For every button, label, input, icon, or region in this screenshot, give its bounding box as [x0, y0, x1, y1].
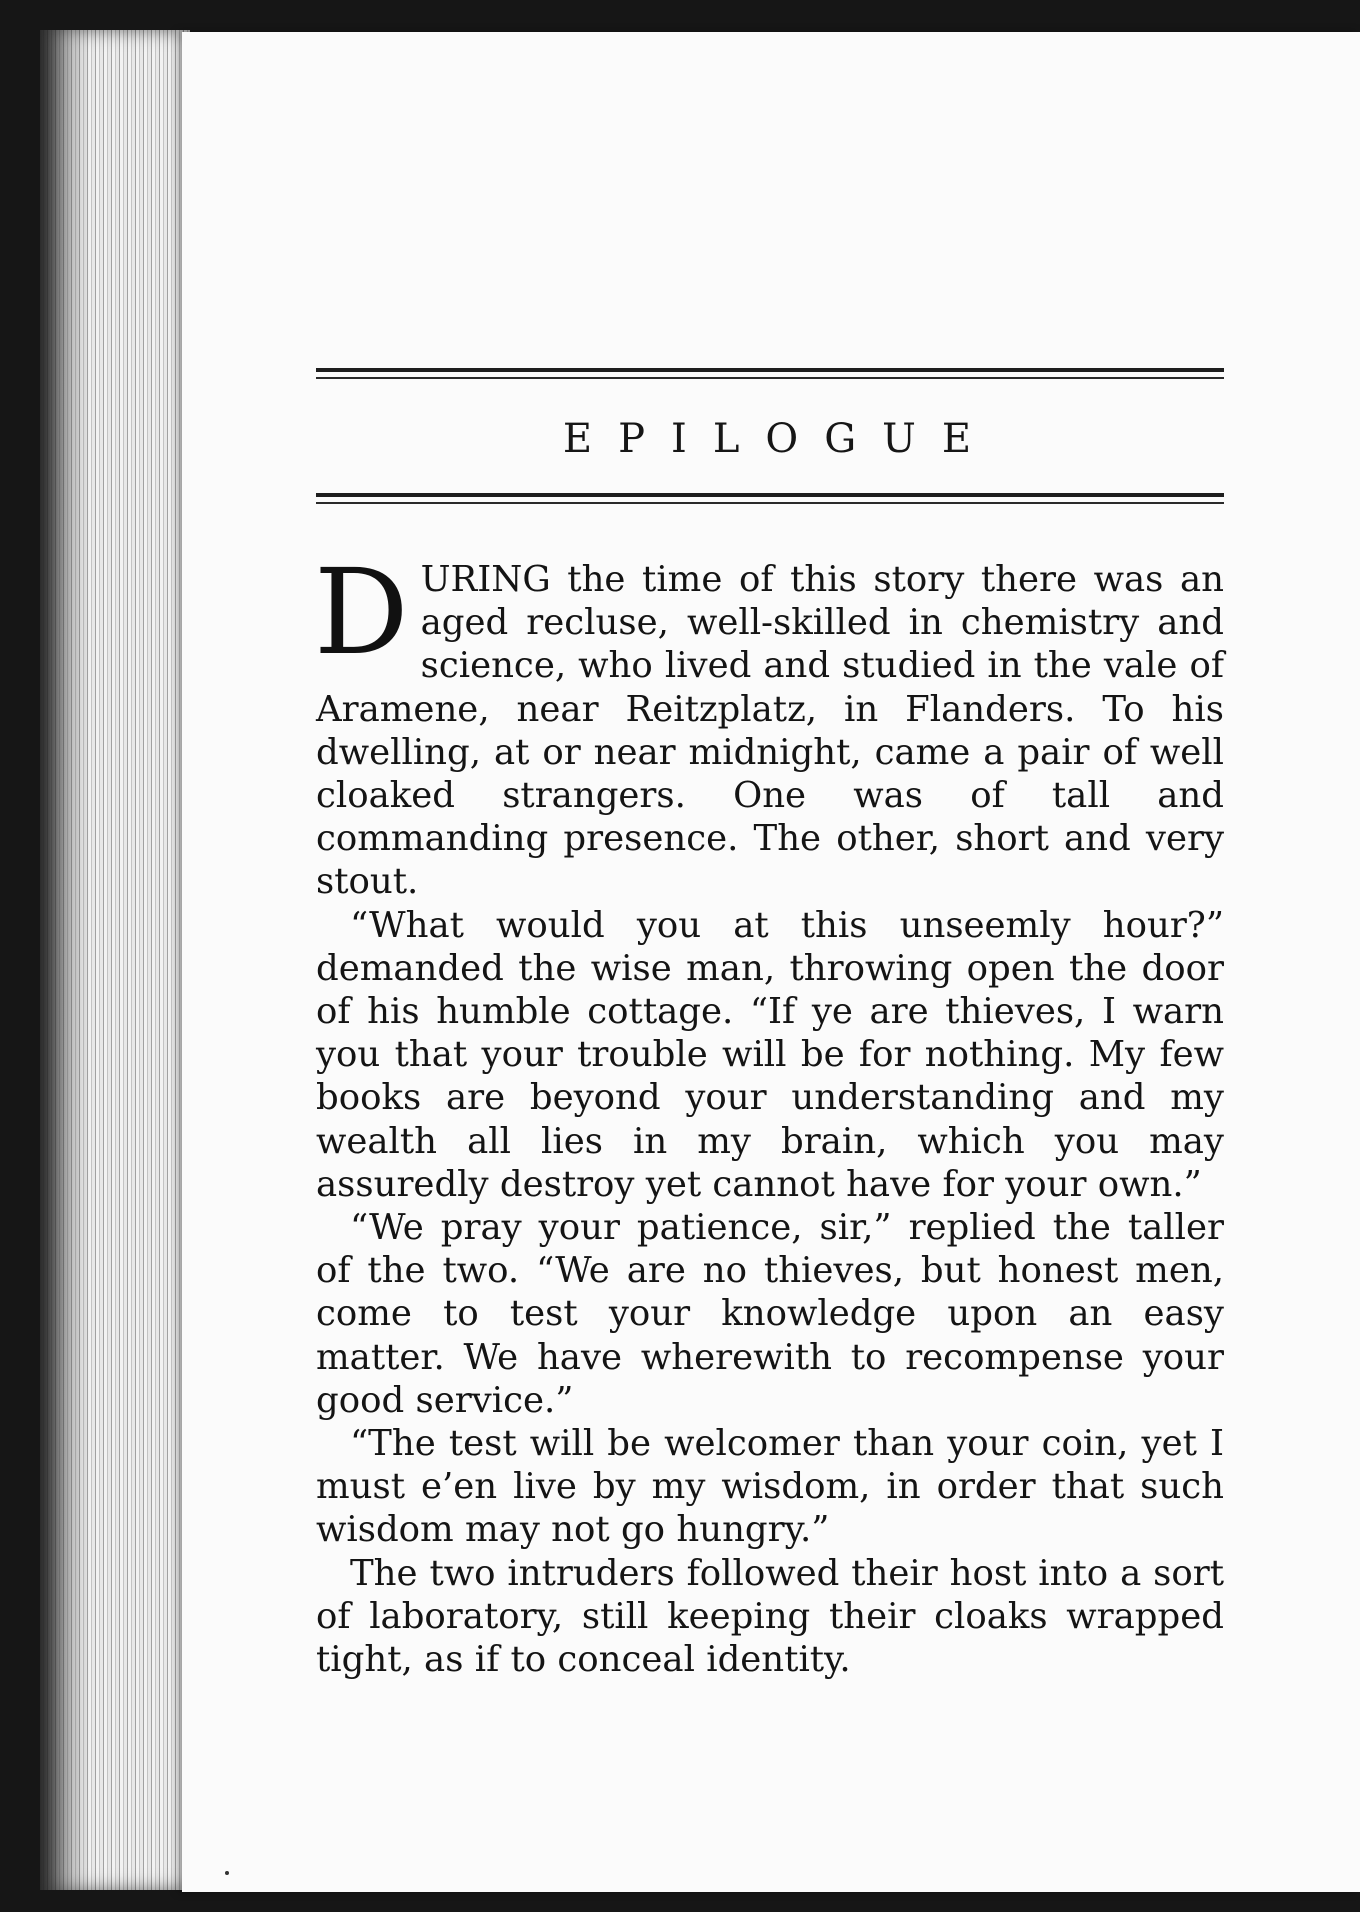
bottom-double-rule — [316, 493, 1224, 504]
paragraph-1-text: URING the time of this story there was an aged recluse, well-skilled in chemistry and science, who lived and studied in the vale of Aramene, near Reitzplatz, in Flanders. To his dwelling, at or near midnight, came a pair of well cloaked strangers. One was of tall and commanding presence. The other, short and very stout. — [316, 559, 1224, 903]
top-double-rule — [316, 368, 1224, 379]
paragraph-1 — [314, 543, 1224, 904]
paragraph-3: “We pray your patience, sir,” replied the taller of the two. “We are no thieves, but honest men, come to test your knowledge upon an easy matter. We have wherewith to recompense your good service.” — [316, 1207, 1224, 1421]
body-text — [314, 543, 1224, 1681]
binding-shadow — [40, 30, 90, 1890]
book-page — [182, 32, 1360, 1892]
drop-cap: D — [314, 543, 409, 681]
rule-thin — [316, 377, 1224, 379]
speck-mark — [225, 1871, 229, 1875]
chapter-title: EPILOGUE — [562, 416, 998, 462]
rule-thin — [316, 502, 1224, 504]
paragraph-5: The two intruders followed their host into a sort of laboratory, still keeping their cloaks wrapped tight, as if to conceal identity. — [316, 1552, 1224, 1681]
page-content — [316, 368, 1224, 1681]
paragraph-4: “The test will be welcomer than your coin, yet I must e’en live by my wisdom, in order that such wisdom may not go hungry.” — [316, 1423, 1224, 1551]
paragraph-2: “What would you at this unseemly hour?” demanded the wise man, throwing open the door of his humble cottage. “If ye are thieves, I warn you that your trouble will be for nothing. My few books are beyond your understanding and my wealth all lies in my brain, which you may assuredly destroy yet cannot have for your own.” — [316, 904, 1224, 1205]
